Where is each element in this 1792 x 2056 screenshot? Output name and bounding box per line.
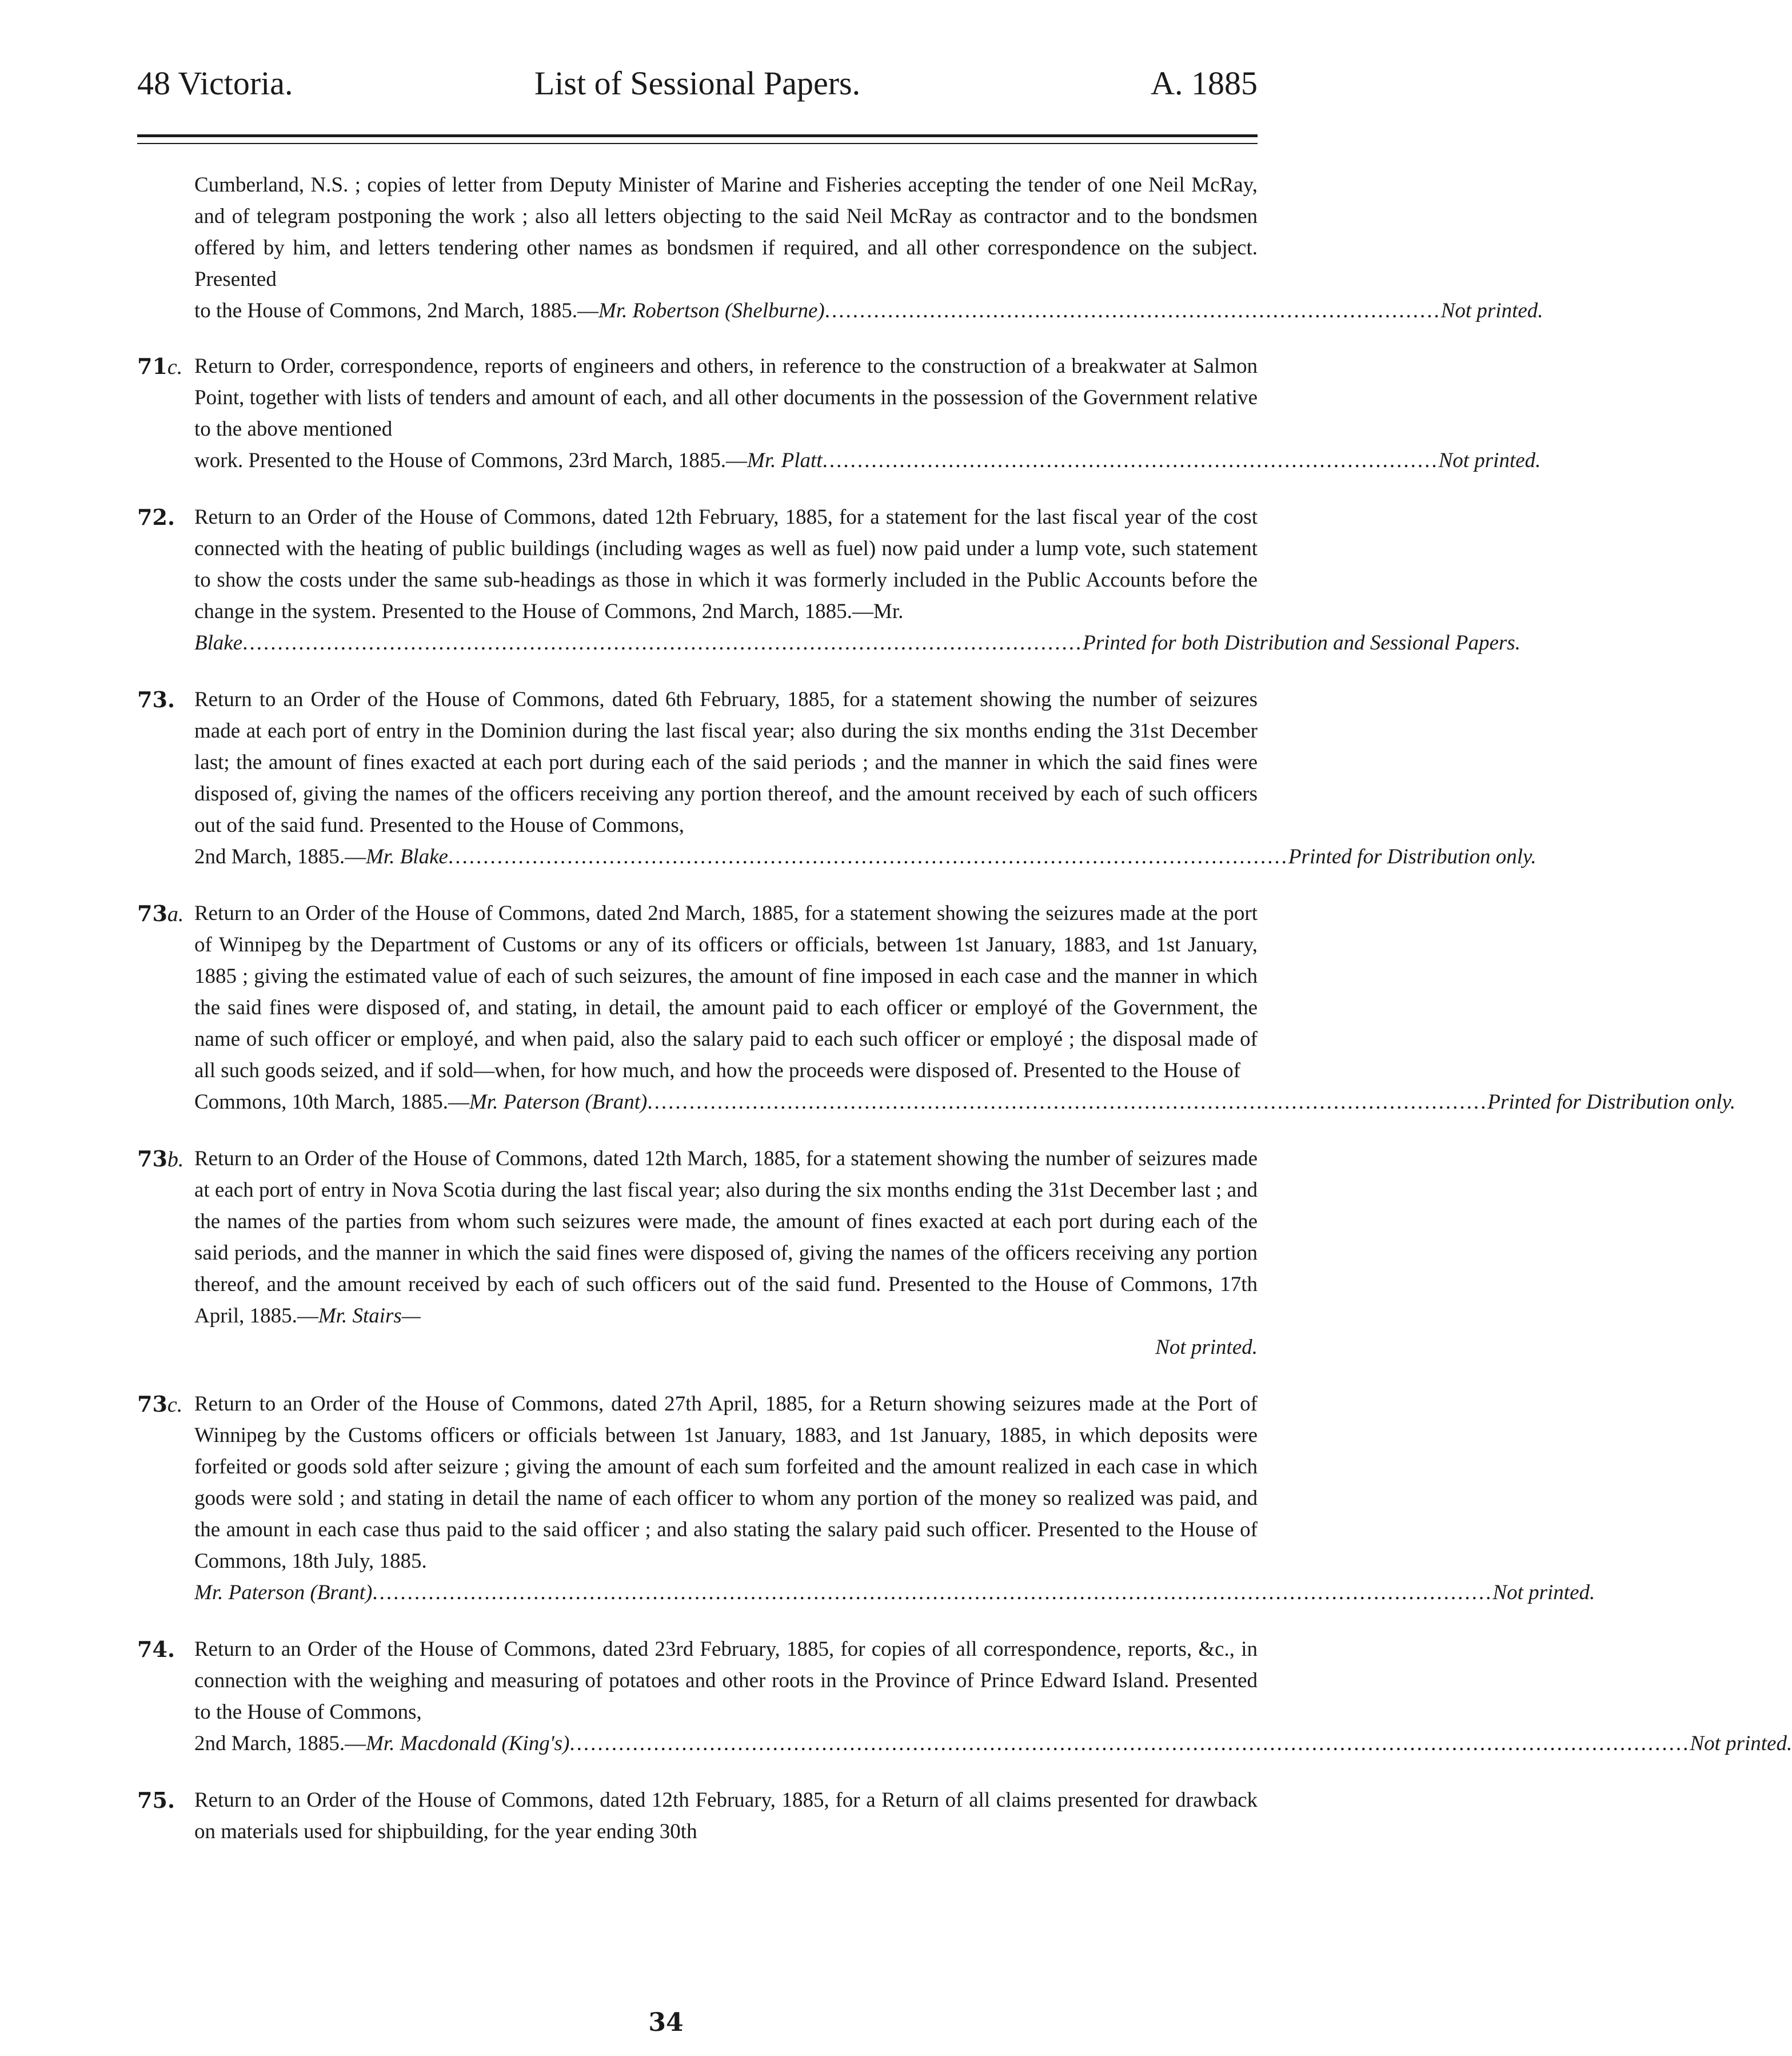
entry-text: Return to Order, correspondence, reports of engineers and others, in reference to the construction of a breakwater at Salmon Point, together with lists of tenders and amount of each, and all other documents in the possession of the Government relative to the above mentioned: [194, 354, 1258, 441]
page-number: 34: [648, 2008, 684, 2037]
dot-leader: ................................................................................................................................................................: [569, 1732, 1690, 1755]
entry-text: Cumberland, N.S. ; copies of letter from Deputy Minister of Marine and Fisheries accepting the tender of one Neil McRay, and of telegram postponing the work ; also all letters objecting to the said Neil McRay as contractor and to the bondsmen offered by him, and letters tendering other names as bondsmen if required, and all other correspondence on the subject. Presented: [194, 173, 1258, 291]
entry-lead: to the House of Commons, 2nd March, 1885.—: [194, 299, 599, 322]
entry-lead: 2nd March, 1885.—: [194, 845, 366, 868]
entry-last-line: [194, 1086, 1736, 1118]
entry-mover: Mr. Platt: [747, 449, 823, 472]
dot-leader: ................................................................................................................................................................: [372, 1581, 1493, 1604]
entry-mover: Mr. Paterson (Brant): [469, 1090, 648, 1114]
entry-status: Not printed.: [1440, 299, 1543, 322]
list-item: [137, 1143, 1258, 1363]
entry-text: Return to an Order of the House of Commons, dated 12th March, 1885, for a statement showing the number of seizures made at each port of entry in Nova Scotia during the last fiscal year; also during the six months ending the 31st December last ; and the names of the parties from whom such seizures were made, the amount of fines exacted at each port during each of the said periods, and the manner in which the said fines were disposed of, giving the names of the officers receiving any portion thereof, and the amount received by each of such officers out of the said fund. Presented to the House of Commons, 17th April, 1885.—: [194, 1147, 1258, 1328]
entry-last-line: [194, 295, 1543, 326]
entry-status: Not printed.: [1155, 1336, 1258, 1359]
entry-mover: Mr. Robertson (Shelburne): [598, 299, 825, 322]
entry-number: 73.: [137, 687, 175, 712]
list-item: [137, 350, 1541, 476]
entry-text: Return to an Order of the House of Commons, dated 23rd February, 1885, for copies of all correspondence, reports, &c., in connection with the weighing and measuring of potatoes and other roots in the Province of Prince Edward Island. Presented to the House of Commons,: [194, 1637, 1258, 1724]
entry-number: 72.: [137, 504, 175, 530]
sessional-papers-list: [137, 169, 1792, 1847]
entry-text: Return to an Order of the House of Commons, dated 12th February, 1885, for a statement for the last fiscal year of the cost connected with the heating of public buildings (including wages as well as fuel) now paid under a lump vote, such statement to show the costs under the same sub-headings as those in which it was formerly included in the Public Accounts before the change in the system. Presented to the House of Commons, 2nd March, 1885.—Mr.: [194, 505, 1258, 623]
entry-mover: Mr. Stairs—: [318, 1304, 421, 1328]
list-item: [137, 169, 1543, 326]
entry-mover: Mr. Blake: [366, 845, 448, 868]
entry-lead: Commons, 10th March, 1885.—: [194, 1090, 469, 1114]
entry-mover: Mr. Paterson (Brant): [194, 1581, 373, 1604]
entry-status: Not printed.: [1492, 1581, 1595, 1604]
entry-number: 73b.: [137, 1146, 184, 1172]
dot-leader: ........................................................................................: [824, 299, 1441, 322]
page-header: [137, 64, 1258, 115]
entry-mover: Blake: [194, 631, 243, 655]
entry-text: Return to an Order of the House of Commons, dated 6th February, 1885, for a statement showing the number of seizures made at each port of entry in the Dominion during the last fiscal year; also during the six months ending the 31st December last; the amount of fines exacted at each port during each of the said periods ; and the manner in which the said fines were disposed of, giving the names of the officers receiving any portion thereof, and the amount received by each of such officers out of the said fund. Presented to the House of Commons,: [194, 688, 1258, 837]
entry-status: Printed for Distribution only.: [1487, 1090, 1736, 1114]
list-item: [137, 1633, 1792, 1759]
entry-lead: work. Presented to the House of Commons, 23rd March, 1885.—: [194, 449, 748, 472]
header-title: List of Sessional Papers.: [534, 65, 861, 102]
entry-text: Return to an Order of the House of Commons, dated 27th April, 1885, for a Return showing seizures made at the Port of Winnipeg by the Customs officers or officials between 1st January, 1883, and 1st January, 1885, in which deposits were forfeited or goods sold after seizure ; giving the amount of each sum forfeited and the amount realized in each case in which goods were sold ; and stating in detail the name of each officer to whom any portion of the money so realized was paid, and the amount in each case thus paid to the said officer ; and also stating the salary paid such officer. Presented to the House of Commons, 18th July, 1885.: [194, 1392, 1258, 1573]
header-session: 48 Victoria.: [137, 65, 293, 102]
dot-leader: ........................................................................................................................: [647, 1090, 1488, 1114]
list-item: [137, 898, 1736, 1118]
list-item: [137, 684, 1536, 872]
entry-text: Return to an Order of the House of Commons, dated 12th February, 1885, for a Return of all claims presented for drawback on materials used for shipbuilding, for the year ending 30th: [194, 1788, 1258, 1843]
entry-number: 75.: [137, 1787, 175, 1813]
list-item: [137, 1784, 1258, 1847]
entry-last-line: [194, 627, 1520, 659]
dot-leader: ........................................................................................................................: [448, 845, 1288, 868]
entry-number: 73a.: [137, 901, 184, 926]
header-year: A. 1885: [1151, 65, 1258, 102]
dot-leader: ........................................................................................................................: [242, 631, 1083, 655]
entry-number: 71c.: [137, 353, 183, 379]
entry-status: Printed for both Distribution and Sessional Papers.: [1083, 631, 1520, 655]
entry-status: Not printed.: [1438, 449, 1541, 472]
entry-number: 73c.: [137, 1391, 183, 1417]
entry-status: Not printed.: [1690, 1732, 1792, 1755]
header-rule-thin: [137, 143, 1258, 144]
entry-last-line: [194, 445, 1541, 476]
dot-leader: ........................................................................................: [822, 449, 1439, 472]
entry-status: Printed for Distribution only.: [1288, 845, 1536, 868]
entry-lead: 2nd March, 1885.—: [194, 1732, 366, 1755]
entry-last-line: [194, 1728, 1792, 1759]
entry-last-line: [194, 1577, 1595, 1608]
list-item: [137, 1388, 1595, 1608]
entry-mover: Mr. Macdonald (King's): [366, 1732, 570, 1755]
entry-number: 74.: [137, 1636, 175, 1662]
header-rule: [137, 134, 1258, 137]
entry-last-line: [194, 841, 1536, 872]
entry-text: Return to an Order of the House of Commons, dated 2nd March, 1885, for a statement showing the seizures made at the port of Winnipeg by the Department of Customs or any of its officers or officials, between 1st January, 1883, and 1st January, 1885 ; giving the estimated value of each of such seizures, the amount of fine imposed in each case and the manner in which the said fines were disposed of, and stating, in detail, the amount paid to each officer or employé of the Government, the name of such officer or employé, and when paid, also the salary paid to each such officer or employé ; the disposal made of all such goods seized, and if sold—when, for how much, and how the proceeds were disposed of. Presented to the House of: [194, 902, 1258, 1082]
list-item: [137, 501, 1520, 659]
